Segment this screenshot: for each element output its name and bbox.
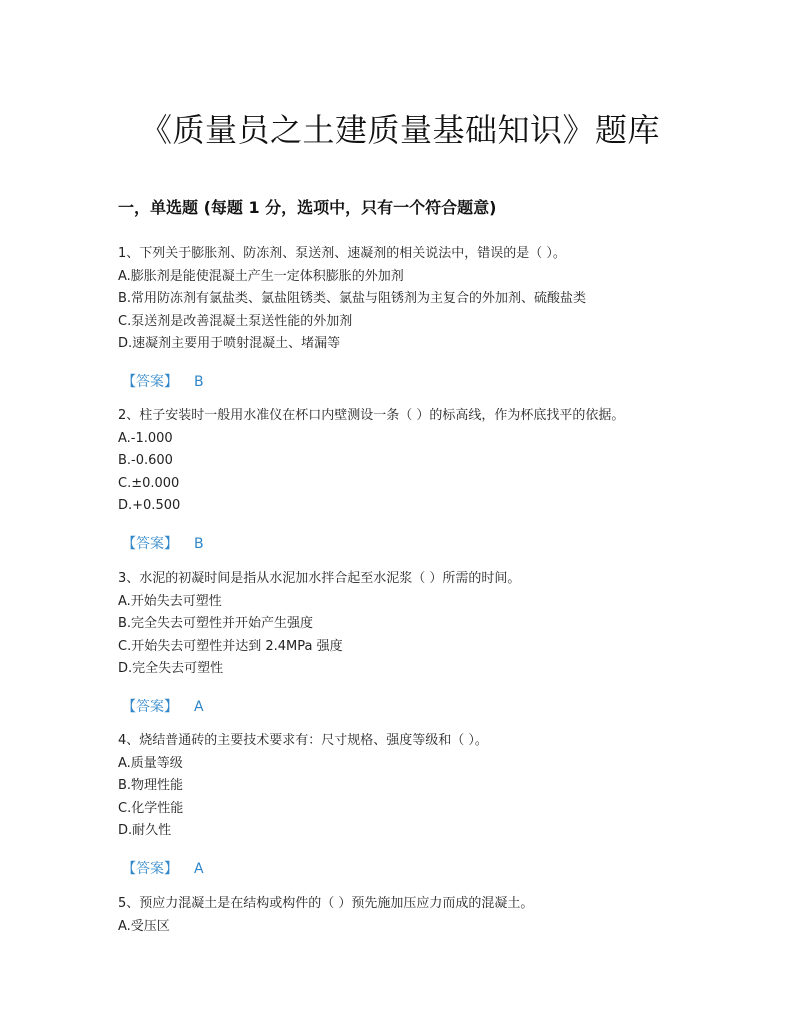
answer-line: [118, 696, 718, 718]
option-d: D.+0.500: [118, 498, 181, 513]
answer-label: 【答案】: [122, 373, 178, 390]
answer-label: 【答案】: [122, 698, 178, 715]
question-stem: 5、预应力混凝土是在结构或构件的（ ）预先施加压应力而成的混凝土。: [118, 896, 534, 911]
option-c: C.开始失去可塑性并达到 2.4MPa 强度: [118, 638, 343, 654]
option-d: D.速凝剂主要用于喷射混凝土、堵漏等: [118, 336, 341, 351]
question-1: [118, 243, 718, 393]
question-5: [118, 893, 718, 938]
option-a: A.-1.000: [118, 430, 173, 446]
question-stem: 3、水泥的初凝时间是指从水泥加水拌合起至水泥浆（ ）所需的时间。: [118, 571, 521, 586]
answer-line: [118, 858, 718, 880]
option-a: A.受压区: [118, 918, 170, 934]
option-d: D.完全失去可塑性: [118, 661, 224, 676]
answer-line: [118, 371, 718, 393]
option-d: D.耐久性: [118, 823, 172, 838]
option-c: C.化学性能: [118, 800, 184, 816]
answer-value: A: [194, 698, 204, 715]
option-a: A.开始失去可塑性: [118, 593, 222, 609]
option-b: B.-0.600: [118, 453, 173, 468]
question-stem: 4、烧结普通砖的主要技术要求有：尺寸规格、强度等级和（ ）。: [118, 733, 488, 748]
document-title: 《质量员之土建质量基础知识》题库: [139, 111, 660, 149]
option-c: C.±0.000: [118, 475, 180, 491]
question-3: [118, 568, 718, 718]
question-stem: 2、柱子安装时一般用水准仪在杯口内壁测设一条（ ）的标高线，作为杯底找平的依据。: [118, 408, 625, 423]
question-4: [118, 730, 718, 880]
option-b: B.常用防冻剂有氯盐类、氯盐阻锈类、氯盐与阻锈剂为主复合的外加剂、硫酸盐类: [118, 291, 587, 306]
question-2: [118, 405, 718, 555]
option-b: B.物理性能: [118, 778, 184, 793]
answer-value: B: [194, 535, 204, 552]
answer-value: B: [194, 373, 204, 390]
answer-label: 【答案】: [122, 535, 178, 552]
answer-value: A: [194, 860, 204, 877]
option-a: A.质量等级: [118, 755, 183, 771]
question-stem: 1、下列关于膨胀剂、防冻剂、泵送剂、速凝剂的相关说法中，错误的是（ ）。: [118, 246, 566, 261]
answer-label: 【答案】: [122, 860, 178, 877]
section-heading: 一，单选题 (每题 1 分，选项中，只有一个符合题意): [118, 198, 497, 217]
option-a: A.膨胀剂是能使混凝土产生一定体积膨胀的外加剂: [118, 268, 404, 284]
option-c: C.泵送剂是改善混凝土泵送性能的外加剂: [118, 313, 353, 329]
answer-line: [118, 533, 718, 555]
option-b: B.完全失去可塑性并开始产生强度: [118, 616, 314, 631]
